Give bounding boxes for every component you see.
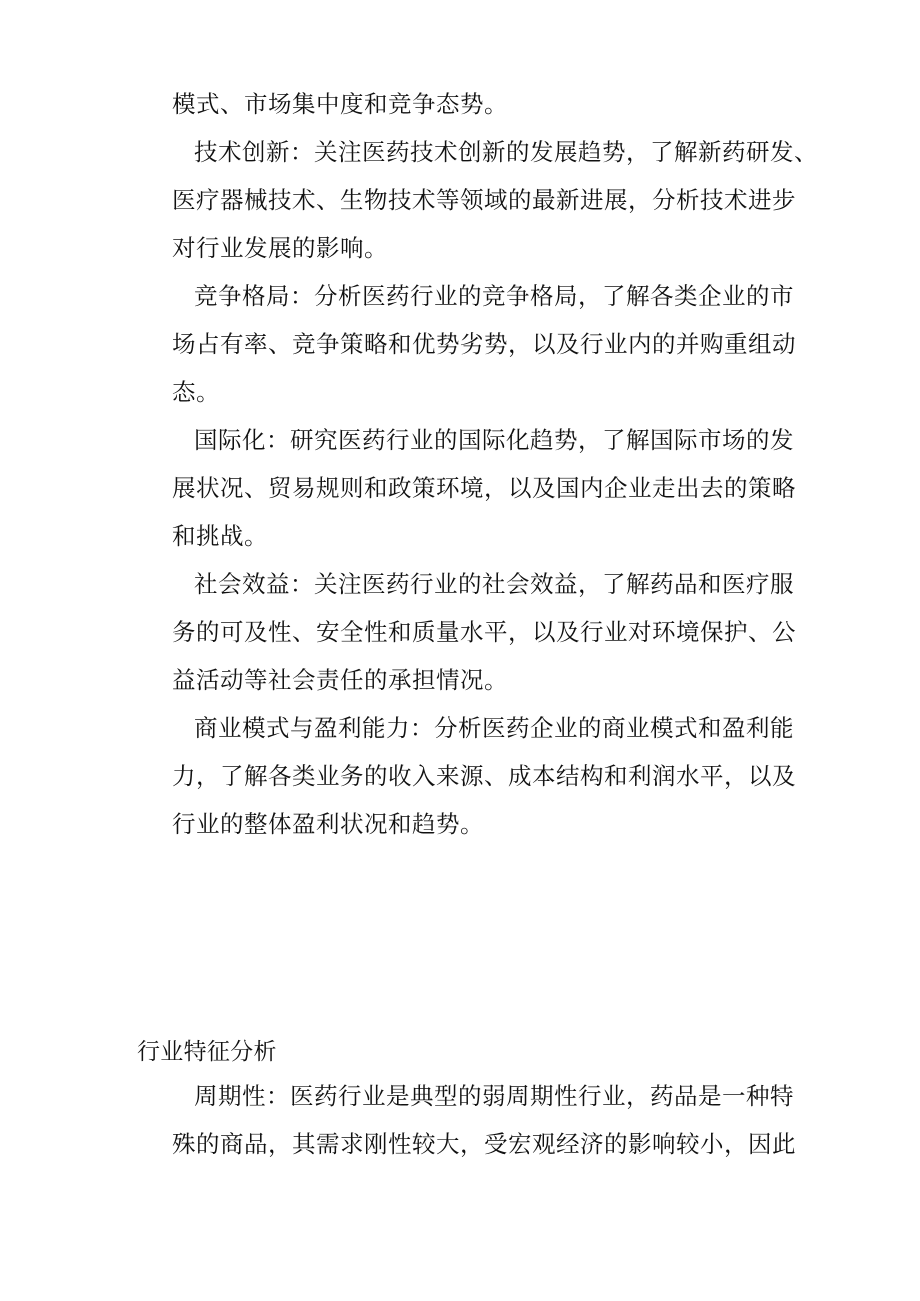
paragraph-line: 商业模式与盈利能力：分析医药企业的商业模式和盈利能: [194, 714, 794, 742]
paragraph-line: 国际化：研究医药行业的国际化趋势，了解国际市场的发: [194, 426, 794, 454]
paragraph-line: 行业的整体盈利状况和趋势。: [172, 810, 484, 838]
paragraph-line: 医疗器械技术、生物技术等领域的最新进展，分析技术进步: [172, 186, 796, 214]
paragraph-internationalization: [172, 416, 796, 560]
paragraph-line: 益活动等社会责任的承担情况。: [172, 666, 508, 694]
paragraph-line: 竞争格局：分析医药行业的竞争格局，了解各类企业的市: [194, 282, 794, 310]
section1-body: [172, 80, 818, 848]
section2-body: [172, 1072, 796, 1168]
paragraph-line: 殊的商品，其需求刚性较大，受宏观经济的影响较小，因此: [172, 1130, 796, 1158]
paragraph-line: 社会效益：关注医药行业的社会效益，了解药品和医疗服: [194, 570, 794, 598]
paragraph-social-benefit: [172, 560, 796, 704]
paragraph-continuation: 模式、市场集中度和竞争态势。: [172, 90, 508, 118]
paragraph-line: 力，了解各类业务的收入来源、成本结构和利润水平，以及: [172, 762, 796, 790]
paragraph-business-model: [172, 704, 796, 848]
paragraph-competition: [172, 272, 796, 416]
paragraph-line: 场占有率、竞争策略和优势劣势，以及行业内的并购重组动: [172, 330, 796, 358]
section-heading: 行业特征分析: [137, 1039, 277, 1065]
paragraph-tech-innovation: [172, 128, 818, 272]
paragraph-line: 对行业发展的影响。: [172, 234, 388, 262]
paragraph-line: 态。: [172, 378, 220, 406]
paragraph-cyclicality: [172, 1072, 796, 1168]
paragraph-line: 和挑战。: [172, 522, 268, 550]
paragraph-line: 展状况、贸易规则和政策环境，以及国内企业走出去的策略: [172, 474, 796, 502]
paragraph-line: 务的可及性、安全性和质量水平，以及行业对环境保护、公: [172, 618, 796, 646]
paragraph-line: 周期性：医药行业是典型的弱周期性行业，药品是一种特: [194, 1082, 794, 1110]
paragraph-line: 技术创新：关注医药技术创新的发展趋势，了解新药研发、: [194, 138, 818, 166]
